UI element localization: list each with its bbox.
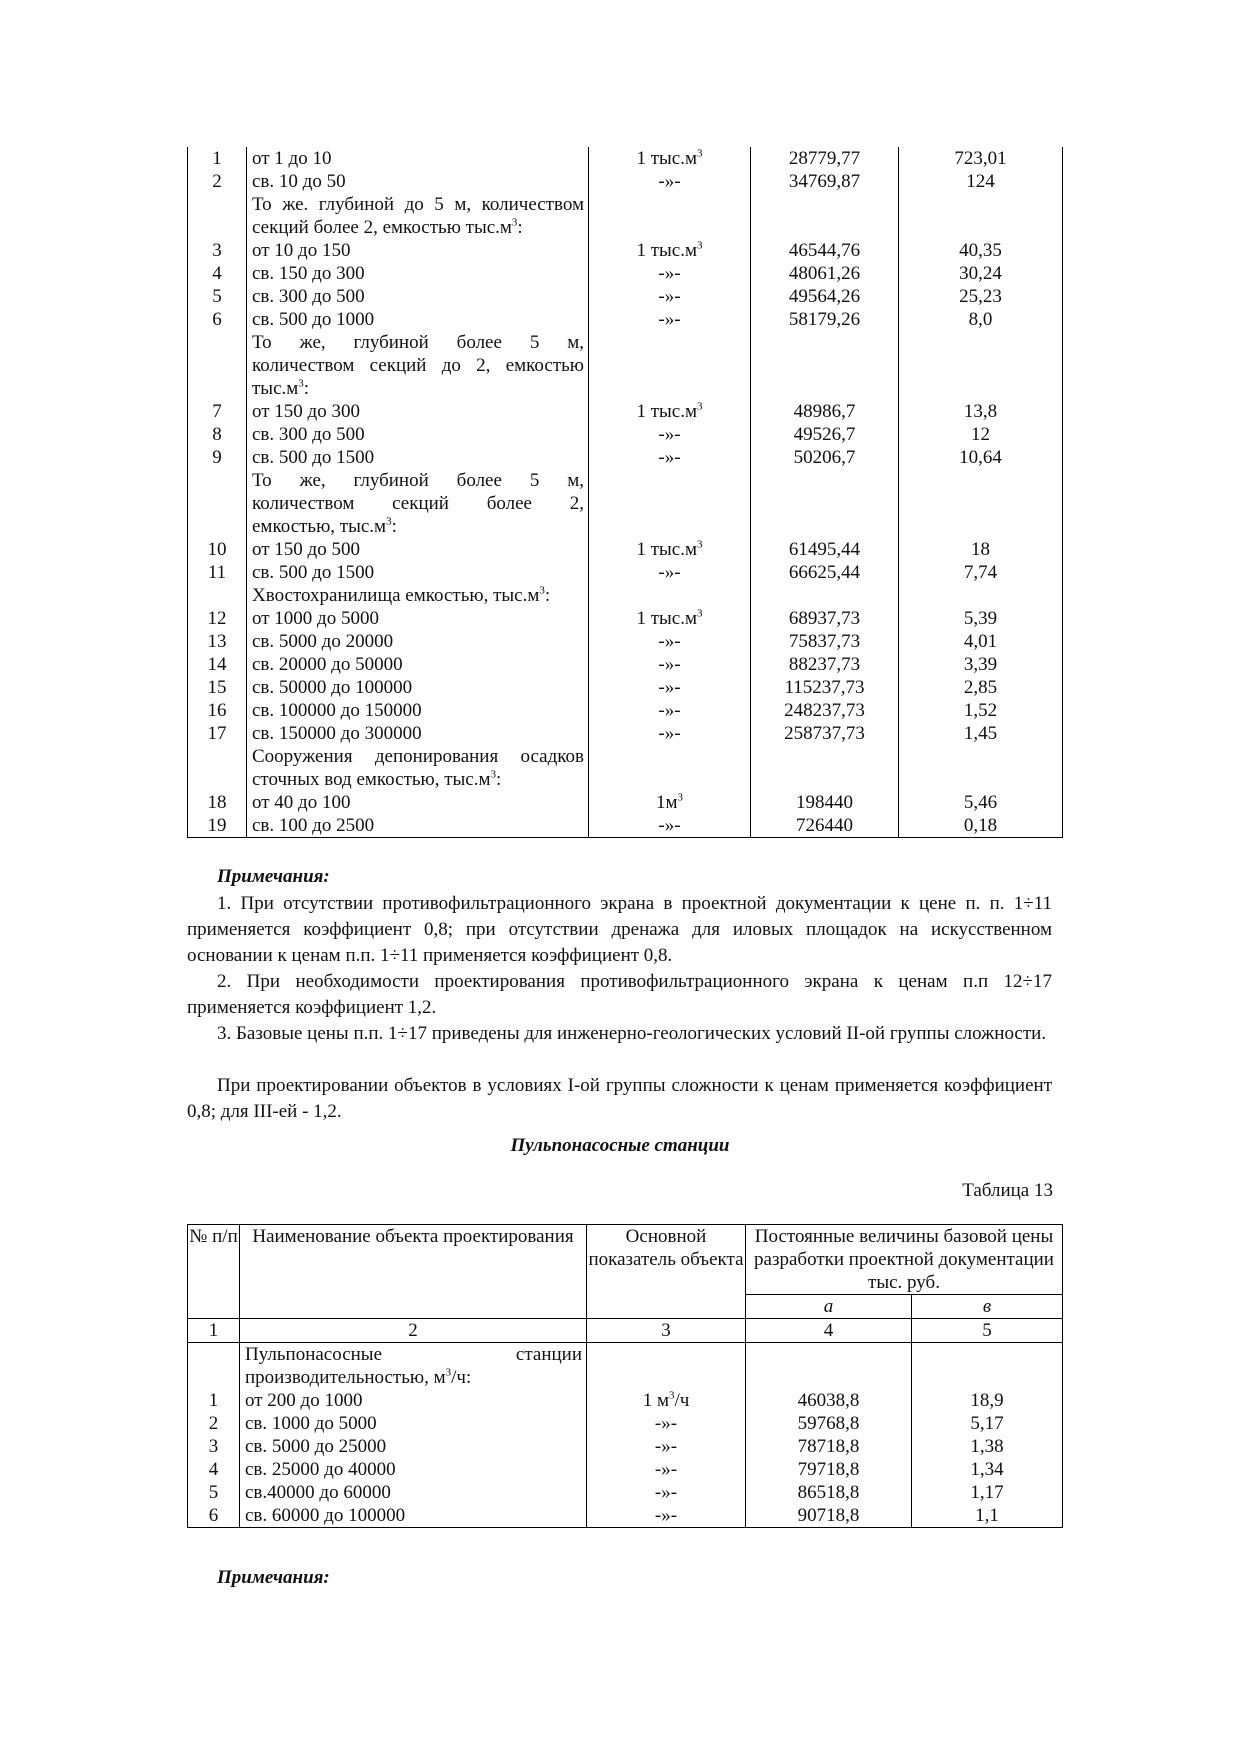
row-unit: -»- xyxy=(589,561,751,584)
header-base-price: Постоянные величины базовой цены разработки проектной документации тыс. руб. xyxy=(746,1225,1063,1295)
row-unit: 1 $м^3/ч$ xyxy=(587,1389,746,1412)
table-row xyxy=(188,492,1063,515)
row-number: 6 xyxy=(188,308,247,331)
row-value-a: 48061,26 xyxy=(751,262,899,285)
row-number xyxy=(188,584,247,607)
row-number: 7 xyxy=(188,400,247,423)
table-13 xyxy=(187,1224,1063,1528)
row-value-b xyxy=(899,193,1063,216)
row-number xyxy=(188,216,247,239)
row-value-b: 4,01 xyxy=(899,630,1063,653)
row-name: св. 50000 до 100000 xyxy=(247,676,589,699)
row-unit: -»- xyxy=(589,722,751,745)
row-number: 4 xyxy=(188,1458,240,1481)
row-unit xyxy=(589,193,751,216)
row-value-a xyxy=(751,331,899,354)
table-row xyxy=(188,216,1063,239)
header-name: Наименование объекта проектирования xyxy=(240,1225,587,1319)
table-row xyxy=(188,1366,1063,1389)
table-row xyxy=(188,515,1063,538)
row-value-a: 48986,7 xyxy=(751,400,899,423)
table-row xyxy=(188,561,1063,584)
row-value-b: 1,34 xyxy=(912,1458,1063,1481)
row-name: от 1 до 10 xyxy=(247,147,589,170)
row-name: от 200 до 1000 xyxy=(240,1389,587,1412)
row-name: от 150 до 300 xyxy=(247,400,589,423)
row-number: 12 xyxy=(188,607,247,630)
row-name: св. 5000 до 20000 xyxy=(247,630,589,653)
row-value-a: 46038,8 xyxy=(746,1389,912,1412)
row-name: емкостью, $тыс.м^3$: xyxy=(247,515,589,538)
row-value-a: 49526,7 xyxy=(751,423,899,446)
row-unit: -»- xyxy=(589,423,751,446)
row-unit: -»- xyxy=(587,1458,746,1481)
row-value-b xyxy=(899,216,1063,239)
row-value-a: 258737,73 xyxy=(751,722,899,745)
row-unit: -»- xyxy=(589,814,751,838)
row-number: 2 xyxy=(188,1412,240,1435)
row-value-b: 13,8 xyxy=(899,400,1063,423)
row-number: 3 xyxy=(188,239,247,262)
row-name: от 1000 до 5000 xyxy=(247,607,589,630)
row-number xyxy=(188,193,247,216)
row-value-a xyxy=(751,216,899,239)
row-name: То же. глубиной до 5 м, количеством xyxy=(247,193,589,216)
table-row xyxy=(188,676,1063,699)
row-unit xyxy=(589,469,751,492)
row-name: св. 100000 до 150000 xyxy=(247,699,589,722)
col-number-1: 1 xyxy=(188,1319,240,1343)
row-number: 1 xyxy=(188,1389,240,1412)
row-unit xyxy=(589,584,751,607)
row-unit: -»- xyxy=(589,285,751,308)
row-value-a xyxy=(751,193,899,216)
row-unit: -»- xyxy=(587,1481,746,1504)
row-number: 2 xyxy=(188,170,247,193)
row-value-b: 10,64 xyxy=(899,446,1063,469)
row-name: св. 150 до 300 xyxy=(247,262,589,285)
row-name: св. 5000 до 25000 xyxy=(240,1435,587,1458)
row-value-a xyxy=(751,515,899,538)
row-unit xyxy=(589,492,751,515)
row-value-b: 1,38 xyxy=(912,1435,1063,1458)
table-row xyxy=(188,630,1063,653)
table-row xyxy=(188,791,1063,814)
row-unit: 1 $тыс.м^3$ xyxy=(589,147,751,170)
row-name: св.40000 до 60000 xyxy=(240,1481,587,1504)
row-unit: -»- xyxy=(589,170,751,193)
row-name: количеством секций до 2, емкостью xyxy=(247,354,589,377)
row-unit: -»- xyxy=(587,1412,746,1435)
row-unit xyxy=(589,745,751,768)
row-value-b xyxy=(899,377,1063,400)
table-row xyxy=(188,814,1063,838)
table-row xyxy=(188,1389,1063,1412)
row-unit xyxy=(589,377,751,400)
table-row xyxy=(188,722,1063,745)
row-number: 1 xyxy=(188,147,247,170)
row-name: св. 20000 до 50000 xyxy=(247,653,589,676)
row-number xyxy=(188,745,247,768)
row-value-b xyxy=(899,331,1063,354)
row-value-b: 18 xyxy=(899,538,1063,561)
table-row xyxy=(188,1435,1063,1458)
row-name: св. 10 до 50 xyxy=(247,170,589,193)
row-name: св. 300 до 500 xyxy=(247,423,589,446)
row-value-b xyxy=(899,515,1063,538)
header-sub-a: а xyxy=(746,1295,912,1319)
row-name: от 40 до 100 xyxy=(247,791,589,814)
row-number: 17 xyxy=(188,722,247,745)
row-value-b: 30,24 xyxy=(899,262,1063,285)
table-12-continuation xyxy=(187,147,1063,838)
row-value-b: 2,85 xyxy=(899,676,1063,699)
row-name: Сооружения депонирования осадков xyxy=(247,745,589,768)
row-value-a xyxy=(751,492,899,515)
table-row xyxy=(188,469,1063,492)
header-number: № п/п xyxy=(188,1225,240,1319)
row-value-a: 61495,44 xyxy=(751,538,899,561)
row-name: св. 100 до 2500 xyxy=(247,814,589,838)
group-label: Пульпонасосные станции xyxy=(240,1343,587,1367)
row-value-b: 5,39 xyxy=(899,607,1063,630)
row-value-a: 34769,87 xyxy=(751,170,899,193)
row-unit: 1 $тыс.м^3$ xyxy=(589,607,751,630)
row-value-a: 59768,8 xyxy=(746,1412,912,1435)
row-value-b xyxy=(899,584,1063,607)
row-name: св. 1000 до 5000 xyxy=(240,1412,587,1435)
row-name: сточных вод емкостью, $тыс.м^3$: xyxy=(247,768,589,791)
table-row xyxy=(188,262,1063,285)
row-number: 16 xyxy=(188,699,247,722)
row-value-a: 90718,8 xyxy=(746,1504,912,1528)
row-number xyxy=(188,469,247,492)
row-number: 8 xyxy=(188,423,247,446)
row-unit: -»- xyxy=(589,699,751,722)
row-number xyxy=(188,492,247,515)
row-unit: -»- xyxy=(589,630,751,653)
row-name: Хвостохранилища емкостью, $тыс.м^3$: xyxy=(247,584,589,607)
row-number: 4 xyxy=(188,262,247,285)
row-unit: 1 $тыс.м^3$ xyxy=(589,400,751,423)
row-value-b xyxy=(899,768,1063,791)
row-unit xyxy=(589,331,751,354)
row-name: св. 60000 до 100000 xyxy=(240,1504,587,1528)
table-row xyxy=(188,1458,1063,1481)
notes-title: Примечания: xyxy=(217,866,330,887)
table-row xyxy=(188,239,1063,262)
row-number: 15 xyxy=(188,676,247,699)
table-row xyxy=(188,1412,1063,1435)
row-name: от 10 до 150 xyxy=(247,239,589,262)
row-number: 3 xyxy=(188,1435,240,1458)
row-value-a: 198440 xyxy=(751,791,899,814)
row-value-b: 18,9 xyxy=(912,1389,1063,1412)
row-value-a xyxy=(751,377,899,400)
row-value-b: 40,35 xyxy=(899,239,1063,262)
row-value-b: 1,52 xyxy=(899,699,1063,722)
row-value-a xyxy=(751,469,899,492)
row-name: св. 25000 до 40000 xyxy=(240,1458,587,1481)
row-value-b: 124 xyxy=(899,170,1063,193)
row-number: 10 xyxy=(188,538,247,561)
row-unit: -»- xyxy=(589,446,751,469)
row-value-a: 66625,44 xyxy=(751,561,899,584)
note-3: 3. Базовые цены п.п. 1÷17 приведены для инженерно-геологических условий II-ой группы сложности. xyxy=(217,1023,1047,1044)
row-value-a: 86518,8 xyxy=(746,1481,912,1504)
row-value-b: 3,39 xyxy=(899,653,1063,676)
row-unit xyxy=(589,515,751,538)
col-number-3: 3 xyxy=(587,1319,746,1343)
row-number: 5 xyxy=(188,1481,240,1504)
header-sub-b: в xyxy=(912,1295,1063,1319)
row-name: от 150 до 500 xyxy=(247,538,589,561)
row-value-b: 723,01 xyxy=(899,147,1063,170)
row-name: $тыс.м^3$: xyxy=(247,377,589,400)
table-row xyxy=(188,1343,1063,1367)
row-unit: -»- xyxy=(587,1435,746,1458)
row-value-b xyxy=(899,745,1063,768)
row-name: количеством секций более 2, xyxy=(247,492,589,515)
row-value-b: 1,17 xyxy=(912,1481,1063,1504)
row-value-a: 58179,26 xyxy=(751,308,899,331)
row-value-a: 28779,77 xyxy=(751,147,899,170)
table-row xyxy=(188,446,1063,469)
row-unit: 1 $тыс.м^3$ xyxy=(589,239,751,262)
table-row xyxy=(188,193,1063,216)
col-number-4: 4 xyxy=(746,1319,912,1343)
row-name: св. 500 до 1500 xyxy=(247,561,589,584)
row-value-a: 79718,8 xyxy=(746,1458,912,1481)
row-value-b: 5,46 xyxy=(899,791,1063,814)
row-value-b xyxy=(899,354,1063,377)
row-value-a xyxy=(751,354,899,377)
table-row xyxy=(188,308,1063,331)
table-row xyxy=(188,377,1063,400)
col-number-2: 2 xyxy=(240,1319,587,1343)
row-value-b xyxy=(899,492,1063,515)
table-row xyxy=(188,538,1063,561)
row-number: 18 xyxy=(188,791,247,814)
row-number xyxy=(188,331,247,354)
row-value-a: 46544,76 xyxy=(751,239,899,262)
table-row xyxy=(188,1504,1063,1528)
row-unit xyxy=(589,768,751,791)
row-value-a xyxy=(751,768,899,791)
row-unit xyxy=(589,354,751,377)
row-number: 11 xyxy=(188,561,247,584)
row-unit: 1 $тыс.м^3$ xyxy=(589,538,751,561)
row-value-b: 5,17 xyxy=(912,1412,1063,1435)
row-number xyxy=(188,354,247,377)
table-row xyxy=(188,699,1063,722)
table-row xyxy=(188,745,1063,768)
table-row xyxy=(188,285,1063,308)
row-unit xyxy=(589,216,751,239)
row-unit: -»- xyxy=(587,1504,746,1528)
row-value-a xyxy=(751,584,899,607)
row-number xyxy=(188,377,247,400)
row-value-a: 726440 xyxy=(751,814,899,838)
row-value-b: 8,0 xyxy=(899,308,1063,331)
row-unit: -»- xyxy=(589,262,751,285)
table-row xyxy=(188,423,1063,446)
row-value-b: 12 xyxy=(899,423,1063,446)
row-unit: -»- xyxy=(589,308,751,331)
table-row xyxy=(188,584,1063,607)
row-number: 19 xyxy=(188,814,247,838)
row-number: 6 xyxy=(188,1504,240,1528)
section-title: Пульпонасосные станции xyxy=(510,1135,730,1156)
row-value-a: 50206,7 xyxy=(751,446,899,469)
row-unit: -»- xyxy=(589,653,751,676)
row-number xyxy=(188,515,247,538)
row-number: 14 xyxy=(188,653,247,676)
row-value-b: 0,18 xyxy=(899,814,1063,838)
row-name: То же, глубиной более 5 м, xyxy=(247,469,589,492)
row-name: св. 500 до 1500 xyxy=(247,446,589,469)
table-row xyxy=(188,768,1063,791)
table-row xyxy=(188,1481,1063,1504)
col-number-5: 5 xyxy=(912,1319,1063,1343)
row-value-a: 78718,8 xyxy=(746,1435,912,1458)
row-value-b: 7,74 xyxy=(899,561,1063,584)
row-value-a: 115237,73 xyxy=(751,676,899,699)
row-value-a: 88237,73 xyxy=(751,653,899,676)
header-indicator: Основной показатель объекта xyxy=(587,1225,746,1319)
note-1: 1. При отсутствии противофильтрационного экрана в проектной документации к цене п. п. 1÷11 применяется коэффициент 0,8; при отсутствии дренажа для иловых площадок на искусственном основании к ценам п.п. 1÷11 применяется коэффициент 0,8. xyxy=(187,893,1052,966)
row-value-a: 49564,26 xyxy=(751,285,899,308)
notes-title-2: Примечания: xyxy=(217,1567,330,1588)
row-value-b: 1,45 xyxy=(899,722,1063,745)
note-4: При проектировании объектов в условиях I-ой группы сложности к ценам применяется коэффициент 0,8; для III-ей - 1,2. xyxy=(187,1075,1052,1122)
row-value-b: 25,23 xyxy=(899,285,1063,308)
row-name: секций более 2, емкостью $тыс.м^3$: xyxy=(247,216,589,239)
table-row xyxy=(188,607,1063,630)
row-number: 13 xyxy=(188,630,247,653)
table-row xyxy=(188,400,1063,423)
row-name: То же, глубиной более 5 м, xyxy=(247,331,589,354)
row-name: св. 500 до 1000 xyxy=(247,308,589,331)
row-number: 5 xyxy=(188,285,247,308)
row-value-a: 75837,73 xyxy=(751,630,899,653)
table-row xyxy=(188,170,1063,193)
row-name: св. 150000 до 300000 xyxy=(247,722,589,745)
row-number xyxy=(188,768,247,791)
table-row xyxy=(188,653,1063,676)
row-value-b xyxy=(899,469,1063,492)
row-name: св. 300 до 500 xyxy=(247,285,589,308)
row-value-a: 248237,73 xyxy=(751,699,899,722)
row-number: 9 xyxy=(188,446,247,469)
row-unit: -»- xyxy=(589,676,751,699)
row-unit: $1м^3$ xyxy=(589,791,751,814)
group-label-2: производительностью, $м^3/ч$: xyxy=(240,1366,587,1389)
row-value-a xyxy=(751,745,899,768)
table-row xyxy=(188,331,1063,354)
note-2: 2. При необходимости проектирования противофильтрационного экрана к ценам п.п 12÷17 применяется коэффициент 1,2. xyxy=(187,971,1052,1018)
table-row xyxy=(188,147,1063,170)
table-row xyxy=(188,354,1063,377)
row-value-b: 1,1 xyxy=(912,1504,1063,1528)
row-value-a: 68937,73 xyxy=(751,607,899,630)
table-caption: Таблица 13 xyxy=(962,1180,1053,1201)
